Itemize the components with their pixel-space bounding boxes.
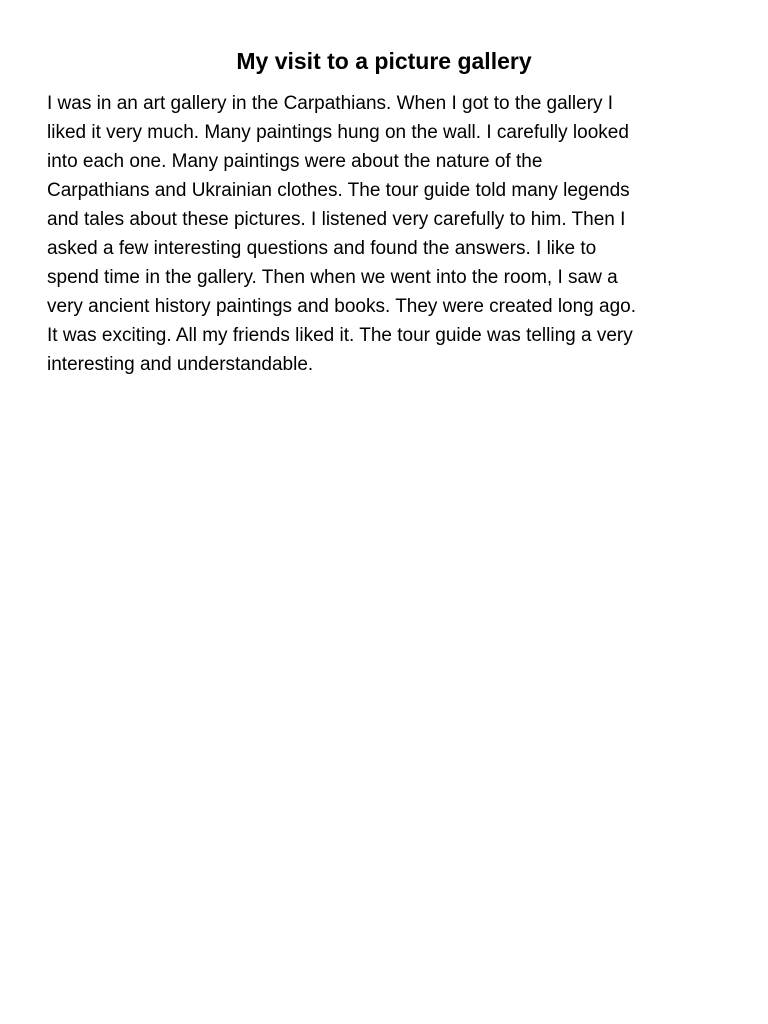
- body-line: liked it very much. Many paintings hung on the wall. I carefully looked: [47, 122, 629, 143]
- body-line: asked a few interesting questions and found the answers. I like to: [47, 238, 597, 259]
- body-line: very ancient history paintings and books. They were created long ago.: [47, 296, 636, 317]
- body-line: spend time in the gallery. Then when we went into the room, I saw a: [47, 267, 618, 288]
- body-line: I was in an art gallery in the Carpathians. When I got to the gallery I: [47, 93, 614, 114]
- document-body: [47, 89, 727, 379]
- body-line: and tales about these pictures. I listened very carefully to him. Then I: [47, 209, 626, 230]
- body-line: into each one. Many paintings were about the nature of the: [47, 151, 543, 172]
- body-line: interesting and understandable.: [47, 354, 314, 375]
- body-line: It was exciting. All my friends liked it. The tour guide was telling a very: [47, 325, 633, 346]
- body-line: Carpathians and Ukrainian clothes. The tour guide told many legends: [47, 180, 630, 201]
- document-title: My visit to a picture gallery: [236, 48, 532, 74]
